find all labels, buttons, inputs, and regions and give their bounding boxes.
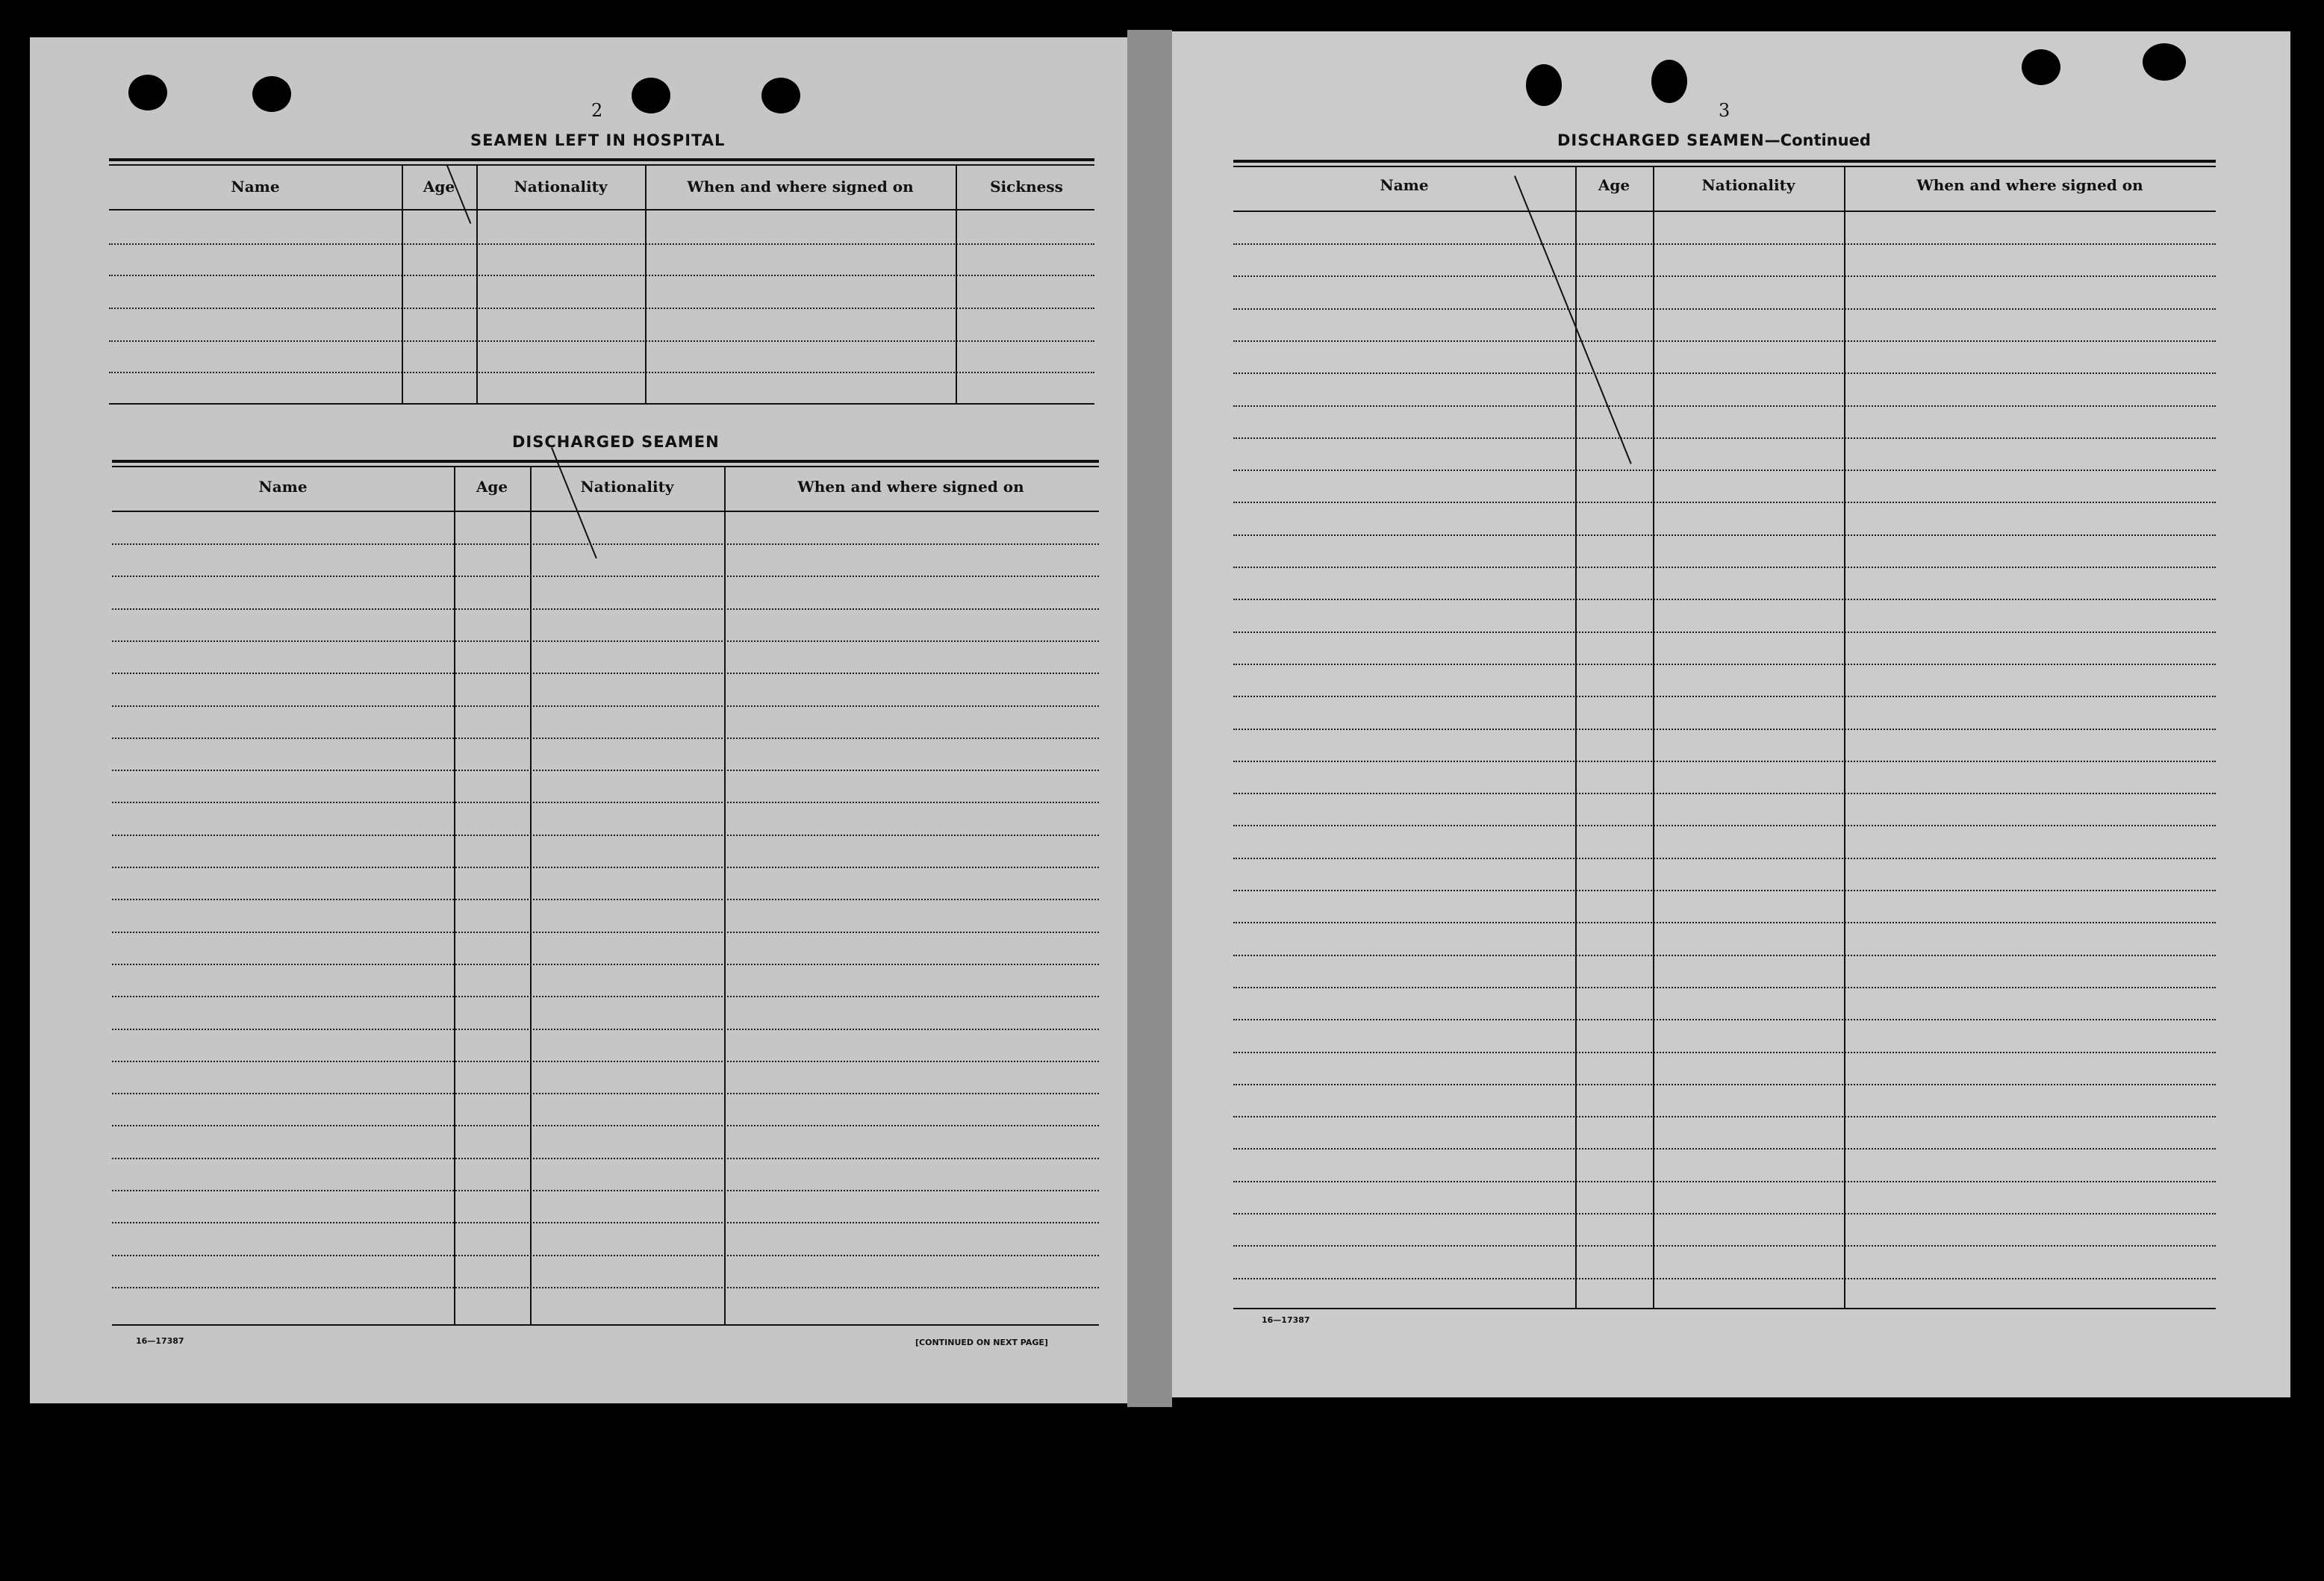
punch-hole (2143, 43, 2186, 81)
table-row (1233, 599, 2216, 600)
table-row (1233, 275, 2216, 277)
column-header-name: Name (231, 178, 280, 196)
column-header-nationality: Nationality (1701, 176, 1795, 194)
continued-note: [CONTINUED ON NEXT PAGE] (915, 1338, 1048, 1347)
discharged-continued-table (1233, 160, 2216, 1315)
table-row (112, 608, 1099, 610)
table-row (1233, 761, 2216, 762)
table-row (1233, 470, 2216, 471)
section-title-suffix: —Continued (1764, 131, 1871, 149)
table-row (112, 1093, 1099, 1094)
table-row (1233, 987, 2216, 988)
table-row (1233, 1084, 2216, 1085)
punch-hole (761, 78, 800, 113)
column-header-name: Name (258, 478, 308, 496)
punch-hole (1651, 60, 1687, 103)
table-row (1233, 664, 2216, 665)
table-row (1233, 922, 2216, 923)
table-row (112, 1222, 1099, 1223)
column-header-nationality: Nationality (514, 178, 608, 196)
table-row (112, 802, 1099, 803)
table-row (1233, 955, 2216, 956)
table-row (112, 1287, 1099, 1288)
table-row (112, 640, 1099, 642)
page-number: 3 (1719, 100, 1730, 121)
table-row (112, 543, 1099, 545)
table-row (112, 964, 1099, 965)
punch-hole (1526, 64, 1562, 106)
table-row (1233, 858, 2216, 859)
punch-hole (632, 78, 670, 113)
table-row (112, 1029, 1099, 1030)
column-header-sickness: Sickness (990, 178, 1063, 196)
table-row (1233, 340, 2216, 342)
column-header-nationality: Nationality (580, 478, 674, 496)
hospital-table (109, 158, 1094, 415)
table-row (1233, 405, 2216, 407)
punch-hole (2022, 49, 2060, 85)
punch-hole (128, 75, 167, 110)
table-row (112, 770, 1099, 771)
table-row (1233, 308, 2216, 310)
table-row (112, 576, 1099, 577)
table-row (1233, 1245, 2216, 1247)
table-row (1233, 825, 2216, 826)
table-row (112, 705, 1099, 707)
table-row (112, 738, 1099, 739)
form-number: 16—17387 (136, 1336, 184, 1346)
form-number: 16—17387 (1262, 1315, 1310, 1325)
page-gutter (1127, 30, 1172, 1407)
table-row (1233, 502, 2216, 503)
table-row (112, 932, 1099, 933)
column-header-signed-on: When and where signed on (797, 478, 1024, 496)
section-title-text: DISCHARGED SEAMEN (1557, 131, 1765, 149)
page-number: 2 (591, 100, 603, 121)
table-row (112, 835, 1099, 836)
table-row (112, 1158, 1099, 1159)
column-header-age: Age (423, 178, 455, 196)
punch-hole (252, 76, 291, 112)
table-row (1233, 1019, 2216, 1020)
table-row (1233, 1213, 2216, 1214)
column-header-age: Age (476, 478, 508, 496)
table-row (1233, 372, 2216, 374)
table-row (1233, 534, 2216, 536)
section-title-discharged-continued (1557, 131, 1871, 149)
table-row (1233, 696, 2216, 697)
column-header-age: Age (1598, 176, 1630, 194)
table-row (1233, 1148, 2216, 1150)
table-row (1233, 890, 2216, 891)
table-row (1233, 1116, 2216, 1117)
table-row (112, 1190, 1099, 1191)
discharged-table (112, 460, 1099, 1332)
table-row (1233, 1052, 2216, 1053)
table-row (112, 867, 1099, 868)
table-row (112, 899, 1099, 900)
table-row (1233, 1278, 2216, 1279)
table-row (112, 1125, 1099, 1126)
column-header-name: Name (1380, 176, 1429, 194)
table-row (1233, 793, 2216, 794)
table-row (112, 1255, 1099, 1256)
table-row (1233, 632, 2216, 633)
table-row (1233, 567, 2216, 568)
section-title-discharged: DISCHARGED SEAMEN (512, 433, 720, 451)
table-row (112, 996, 1099, 997)
column-header-signed-on: When and where signed on (1916, 176, 2143, 194)
section-title-hospital: SEAMEN LEFT IN HOSPITAL (470, 131, 726, 149)
table-row (112, 673, 1099, 674)
table-row (1233, 1181, 2216, 1182)
column-header-signed-on: When and where signed on (687, 178, 914, 196)
table-row (1233, 437, 2216, 439)
table-row (112, 1061, 1099, 1062)
table-row (1233, 729, 2216, 730)
table-row (1233, 243, 2216, 245)
